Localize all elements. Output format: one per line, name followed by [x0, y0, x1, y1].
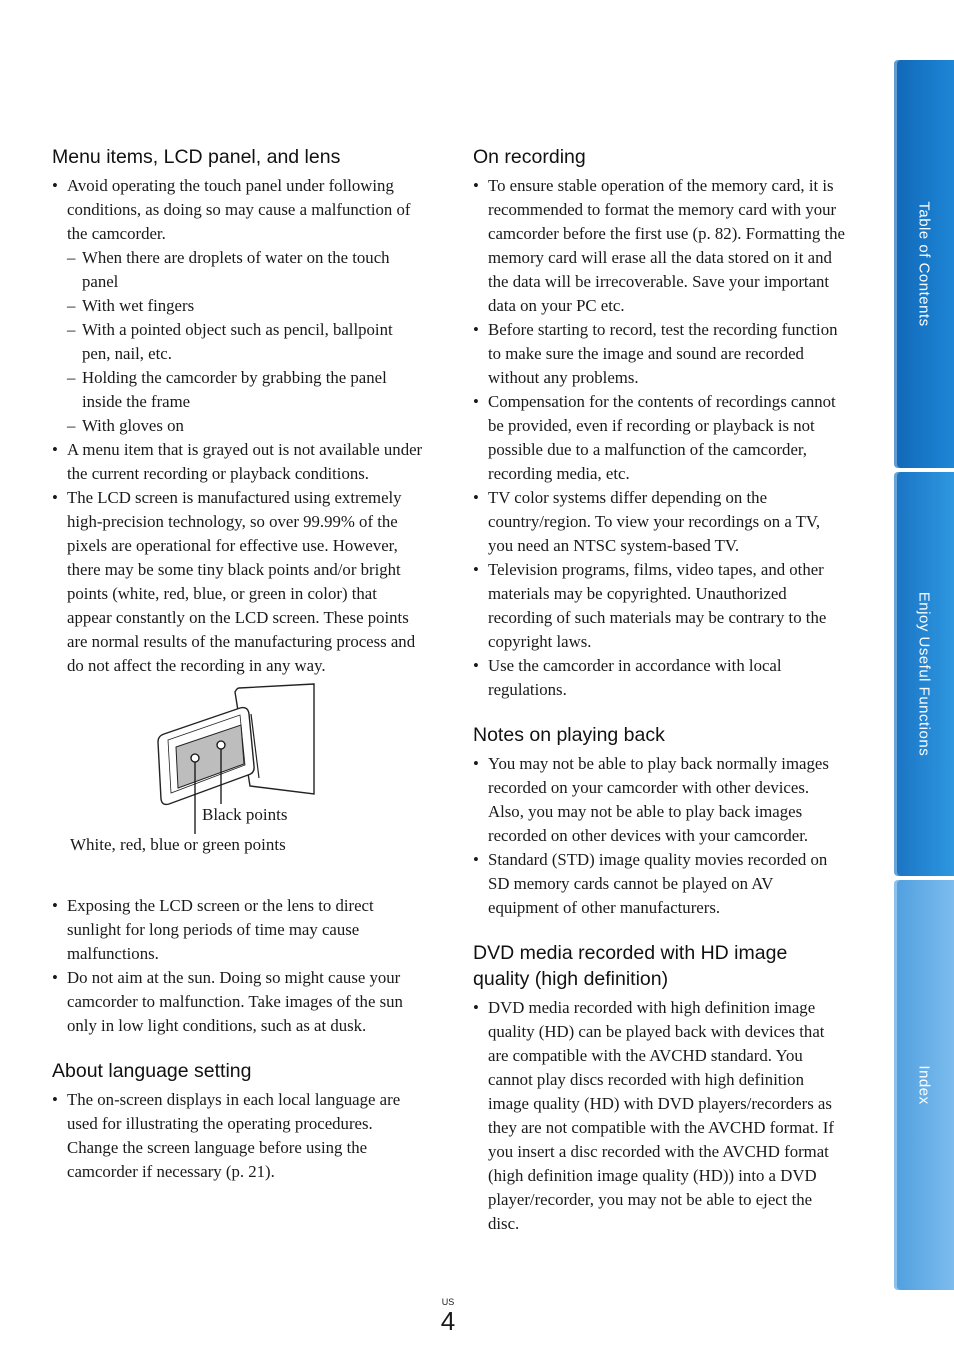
tab-label: Enjoy Useful Functions — [915, 591, 933, 757]
bright-point-marker — [191, 754, 199, 762]
list-item: • Exposing the LCD screen or the lens to direct sunlight for long periods of time may cause malfunctions. — [52, 894, 424, 966]
sub-list-item: – Holding the camcorder by grabbing the panel inside the frame — [67, 366, 424, 414]
camcorder-lcd-illustration — [52, 678, 424, 894]
dvd-hd-list — [473, 996, 845, 1236]
list-item: • The LCD screen is manufactured using extremely high-precision technology, so over 99.99% of the pixels are operational for effective use. However, there may be some tiny black points and/or bright points (white, red, blue, or green in color) that appear constantly on the LCD screen. These points are normal results of the manufacturing process and do not affect the recording in any way. — [52, 486, 424, 678]
lcd-lens-warnings-list — [52, 894, 424, 1038]
tab-label: Table of Contents — [915, 201, 933, 327]
list-item: • Before starting to record, test the recording function to make sure the image and sound are recorded without any problems. — [473, 318, 845, 390]
touch-panel-conditions-list — [67, 246, 424, 438]
page-number-value: 4 — [440, 1306, 456, 1336]
list-item: • Use the camcorder in accordance with local regulations. — [473, 654, 845, 702]
tab-table-of-contents[interactable] — [894, 60, 954, 468]
sub-list-item: – With a pointed object such as pencil, ballpoint pen, nail, etc. — [67, 318, 424, 366]
section-title-playback: Notes on playing back — [473, 724, 665, 746]
list-item: • DVD media recorded with high definition image quality (HD) can be played back with devices that are compatible with the AVCHD standard. You cannot play discs recorded with high definition image quality (HD) with DVD players/recorders as they are not compatible with the AVCHD format. If you insert a disc recorded with the AVCHD format (high definition image quality (HD)) into a DVD player/recorder, you may not be able to eject the disc. — [473, 996, 845, 1236]
section-title-language: About language setting — [52, 1060, 252, 1082]
bright-points-label: White, red, blue or green points — [70, 835, 286, 854]
list-item-text: Avoid operating the touch panel under following conditions, as doing so may cause a malfunction of the camcorder. — [67, 176, 411, 243]
list-item: • Television programs, films, video tapes, and other materials may be copyrighted. Unauthorized recording of such materials may be contrary to the copyright laws. — [473, 558, 845, 654]
list-item: • To ensure stable operation of the memory card, it is recommended to format the memory card with your camcorder before the first use (p. 82). Formatting the memory card will erase all the data stored on it and the data will be irrecoverable. Save your important data on your PC etc. — [473, 174, 845, 318]
sidebar-nav — [894, 60, 954, 1290]
tab-index[interactable] — [894, 880, 954, 1290]
section-title-dvd-hd: DVD media recorded with HD image quality (high definition) — [473, 942, 788, 990]
menu-items-list — [52, 174, 424, 678]
recording-list — [473, 174, 845, 702]
list-item: • You may not be able to play back normally images recorded on your camcorder with other devices. Also, you may not be able to play back images recorded on other devices with your camcorder. — [473, 752, 845, 848]
list-item: • A menu item that is grayed out is not available under the current recording or playback conditions. — [52, 438, 424, 486]
sub-list-item: – With wet fingers — [67, 294, 424, 318]
list-item: • Standard (STD) image quality movies recorded on SD memory cards cannot be played on AV equipment of other manufacturers. — [473, 848, 845, 920]
black-point-marker — [217, 741, 225, 749]
sub-list-item: – With gloves on — [67, 414, 424, 438]
right-column — [473, 144, 845, 1236]
black-points-label: Black points — [202, 805, 288, 824]
playback-list — [473, 752, 845, 920]
list-item — [52, 174, 424, 438]
list-item: • TV color systems differ depending on the country/region. To view your recordings on a TV, you need an NTSC system-based TV. — [473, 486, 845, 558]
page-number — [438, 1297, 458, 1335]
section-title-recording: On recording — [473, 146, 586, 168]
section-title-menu-items: Menu items, LCD panel, and lens — [52, 146, 341, 168]
list-item: • Compensation for the contents of recordings cannot be provided, even if recording or playback is not possible due to a malfunction of the camcorder, recording media, etc. — [473, 390, 845, 486]
list-item: • Do not aim at the sun. Doing so might cause your camcorder to malfunction. Take images of the sun only in low light conditions, such as at dusk. — [52, 966, 424, 1038]
list-item: • The on-screen displays in each local language are used for illustrating the operating procedures. Change the screen language before using the camcorder if necessary (p. 21). — [52, 1088, 424, 1184]
tab-label: Index — [915, 1065, 933, 1105]
lcd-panel-figure — [52, 678, 424, 894]
sub-list-item: – When there are droplets of water on the touch panel — [67, 246, 424, 294]
language-list — [52, 1088, 424, 1184]
region-code: US — [441, 1297, 455, 1307]
tab-enjoy-useful-functions[interactable] — [894, 472, 954, 876]
left-column — [52, 144, 424, 1184]
